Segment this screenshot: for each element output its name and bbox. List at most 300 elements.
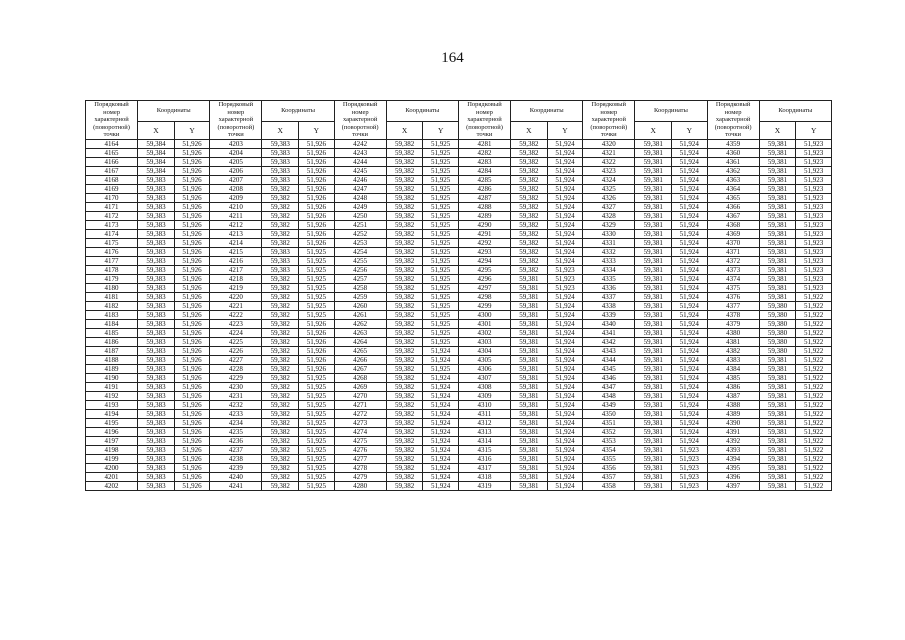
cell-point-number: 4257 xyxy=(334,275,386,284)
cell-y: 51,925 xyxy=(423,302,459,311)
cell-x: 59,382 xyxy=(262,203,299,212)
cell-y: 51,924 xyxy=(672,212,708,221)
cell-x: 59,380 xyxy=(759,320,796,329)
header-y: Y xyxy=(423,122,459,140)
cell-x: 59,381 xyxy=(635,167,672,176)
cell-point-number: 4338 xyxy=(583,302,635,311)
cell-x: 59,381 xyxy=(759,158,796,167)
cell-point-number: 4213 xyxy=(210,230,262,239)
cell-x: 59,382 xyxy=(262,374,299,383)
cell-x: 59,381 xyxy=(759,374,796,383)
cell-x: 59,381 xyxy=(511,410,548,419)
cell-y: 51,925 xyxy=(423,284,459,293)
cell-point-number: 4170 xyxy=(86,194,138,203)
cell-y: 51,926 xyxy=(299,167,335,176)
cell-point-number: 4238 xyxy=(210,455,262,464)
cell-point-number: 4260 xyxy=(334,302,386,311)
cell-y: 51,926 xyxy=(299,338,335,347)
cell-x: 59,382 xyxy=(386,275,423,284)
cell-y: 51,924 xyxy=(672,338,708,347)
cell-x: 59,382 xyxy=(262,437,299,446)
cell-y: 51,924 xyxy=(672,158,708,167)
cell-point-number: 4259 xyxy=(334,293,386,302)
cell-y: 51,922 xyxy=(796,401,832,410)
cell-point-number: 4349 xyxy=(583,401,635,410)
cell-point-number: 4263 xyxy=(334,329,386,338)
cell-y: 51,923 xyxy=(796,185,832,194)
cell-y: 51,926 xyxy=(174,239,210,248)
cell-point-number: 4275 xyxy=(334,437,386,446)
cell-y: 51,924 xyxy=(672,383,708,392)
cell-x: 59,382 xyxy=(262,392,299,401)
cell-point-number: 4287 xyxy=(458,194,510,203)
cell-point-number: 4379 xyxy=(707,320,759,329)
coordinates-table xyxy=(85,100,832,491)
cell-y: 51,924 xyxy=(547,311,583,320)
cell-x: 59,381 xyxy=(511,347,548,356)
header-coordinates: Координаты xyxy=(138,101,210,122)
cell-point-number: 4359 xyxy=(707,140,759,149)
cell-x: 59,381 xyxy=(511,473,548,482)
cell-point-number: 4304 xyxy=(458,347,510,356)
cell-point-number: 4224 xyxy=(210,329,262,338)
table-row xyxy=(86,356,832,365)
cell-x: 59,382 xyxy=(386,446,423,455)
cell-y: 51,924 xyxy=(547,347,583,356)
cell-x: 59,383 xyxy=(138,446,175,455)
cell-y: 51,926 xyxy=(174,230,210,239)
cell-y: 51,925 xyxy=(299,455,335,464)
cell-y: 51,924 xyxy=(672,239,708,248)
cell-x: 59,381 xyxy=(759,392,796,401)
cell-point-number: 4297 xyxy=(458,284,510,293)
cell-point-number: 4214 xyxy=(210,239,262,248)
cell-point-number: 4175 xyxy=(86,239,138,248)
table-row xyxy=(86,410,832,419)
cell-point-number: 4374 xyxy=(707,275,759,284)
table-row xyxy=(86,392,832,401)
cell-point-number: 4383 xyxy=(707,356,759,365)
cell-y: 51,925 xyxy=(299,464,335,473)
cell-point-number: 4211 xyxy=(210,212,262,221)
cell-point-number: 4227 xyxy=(210,356,262,365)
cell-y: 51,924 xyxy=(547,212,583,221)
cell-y: 51,926 xyxy=(299,203,335,212)
cell-x: 59,383 xyxy=(262,176,299,185)
cell-point-number: 4199 xyxy=(86,455,138,464)
cell-x: 59,383 xyxy=(138,320,175,329)
table-row xyxy=(86,347,832,356)
table-row xyxy=(86,401,832,410)
cell-x: 59,381 xyxy=(635,248,672,257)
table-row xyxy=(86,284,832,293)
cell-x: 59,381 xyxy=(759,140,796,149)
cell-point-number: 4307 xyxy=(458,374,510,383)
cell-y: 51,923 xyxy=(796,140,832,149)
cell-y: 51,926 xyxy=(299,194,335,203)
cell-x: 59,382 xyxy=(386,464,423,473)
cell-x: 59,382 xyxy=(262,221,299,230)
header-x: X xyxy=(759,122,796,140)
cell-point-number: 4261 xyxy=(334,311,386,320)
cell-point-number: 4369 xyxy=(707,230,759,239)
cell-x: 59,382 xyxy=(386,230,423,239)
cell-x: 59,382 xyxy=(511,230,548,239)
cell-y: 51,924 xyxy=(547,455,583,464)
cell-x: 59,382 xyxy=(262,356,299,365)
cell-y: 51,924 xyxy=(547,221,583,230)
cell-point-number: 4165 xyxy=(86,149,138,158)
cell-x: 59,381 xyxy=(635,284,672,293)
table-row xyxy=(86,365,832,374)
cell-x: 59,383 xyxy=(138,383,175,392)
cell-y: 51,925 xyxy=(423,176,459,185)
cell-x: 59,381 xyxy=(759,194,796,203)
cell-point-number: 4392 xyxy=(707,437,759,446)
cell-x: 59,382 xyxy=(386,437,423,446)
cell-point-number: 4187 xyxy=(86,347,138,356)
cell-point-number: 4231 xyxy=(210,392,262,401)
table-row xyxy=(86,257,832,266)
cell-y: 51,926 xyxy=(174,284,210,293)
cell-point-number: 4256 xyxy=(334,266,386,275)
cell-point-number: 4220 xyxy=(210,293,262,302)
cell-x: 59,382 xyxy=(386,455,423,464)
cell-point-number: 4222 xyxy=(210,311,262,320)
cell-x: 59,382 xyxy=(386,140,423,149)
cell-y: 51,924 xyxy=(547,257,583,266)
cell-x: 59,383 xyxy=(138,266,175,275)
cell-x: 59,382 xyxy=(511,248,548,257)
cell-x: 59,382 xyxy=(386,185,423,194)
cell-y: 51,923 xyxy=(796,194,832,203)
cell-y: 51,925 xyxy=(423,158,459,167)
cell-point-number: 4389 xyxy=(707,410,759,419)
cell-point-number: 4252 xyxy=(334,230,386,239)
cell-x: 59,382 xyxy=(386,401,423,410)
cell-x: 59,380 xyxy=(759,338,796,347)
cell-y: 51,924 xyxy=(672,293,708,302)
cell-y: 51,923 xyxy=(672,482,708,491)
cell-point-number: 4378 xyxy=(707,311,759,320)
cell-y: 51,924 xyxy=(547,203,583,212)
cell-y: 51,924 xyxy=(547,194,583,203)
cell-y: 51,925 xyxy=(299,284,335,293)
cell-y: 51,925 xyxy=(423,149,459,158)
cell-x: 59,380 xyxy=(759,347,796,356)
cell-point-number: 4266 xyxy=(334,356,386,365)
cell-x: 59,381 xyxy=(635,374,672,383)
cell-x: 59,382 xyxy=(262,320,299,329)
cell-y: 51,923 xyxy=(672,455,708,464)
cell-y: 51,925 xyxy=(299,473,335,482)
cell-y: 51,924 xyxy=(547,140,583,149)
cell-point-number: 4218 xyxy=(210,275,262,284)
cell-point-number: 4234 xyxy=(210,419,262,428)
cell-x: 59,382 xyxy=(386,221,423,230)
cell-y: 51,924 xyxy=(672,140,708,149)
cell-y: 51,925 xyxy=(299,428,335,437)
cell-x: 59,383 xyxy=(138,473,175,482)
table-row xyxy=(86,230,832,239)
cell-x: 59,383 xyxy=(138,185,175,194)
cell-x: 59,382 xyxy=(262,275,299,284)
cell-point-number: 4264 xyxy=(334,338,386,347)
cell-point-number: 4184 xyxy=(86,320,138,329)
cell-point-number: 4207 xyxy=(210,176,262,185)
cell-y: 51,924 xyxy=(423,419,459,428)
cell-point-number: 4300 xyxy=(458,311,510,320)
cell-x: 59,382 xyxy=(386,212,423,221)
cell-x: 59,382 xyxy=(262,329,299,338)
cell-x: 59,381 xyxy=(635,401,672,410)
cell-point-number: 4311 xyxy=(458,410,510,419)
cell-x: 59,382 xyxy=(262,401,299,410)
cell-point-number: 4381 xyxy=(707,338,759,347)
table-row xyxy=(86,266,832,275)
cell-y: 51,926 xyxy=(174,455,210,464)
cell-x: 59,383 xyxy=(138,428,175,437)
header-coordinates: Координаты xyxy=(386,101,458,122)
cell-point-number: 4302 xyxy=(458,329,510,338)
cell-point-number: 4273 xyxy=(334,419,386,428)
cell-point-number: 4375 xyxy=(707,284,759,293)
header-point-number: Порядковый номер характерной (поворотной) точки xyxy=(583,101,635,140)
cell-y: 51,926 xyxy=(174,482,210,491)
cell-y: 51,926 xyxy=(174,365,210,374)
cell-y: 51,925 xyxy=(423,212,459,221)
cell-x: 59,381 xyxy=(759,293,796,302)
cell-y: 51,926 xyxy=(299,149,335,158)
cell-y: 51,925 xyxy=(423,167,459,176)
table-row xyxy=(86,338,832,347)
cell-point-number: 4319 xyxy=(458,482,510,491)
cell-y: 51,926 xyxy=(174,248,210,257)
cell-y: 51,926 xyxy=(299,212,335,221)
cell-y: 51,924 xyxy=(423,410,459,419)
cell-x: 59,381 xyxy=(511,320,548,329)
cell-point-number: 4277 xyxy=(334,455,386,464)
cell-y: 51,924 xyxy=(547,464,583,473)
cell-point-number: 4322 xyxy=(583,158,635,167)
cell-point-number: 4219 xyxy=(210,284,262,293)
cell-x: 59,381 xyxy=(635,419,672,428)
cell-y: 51,926 xyxy=(174,446,210,455)
cell-point-number: 4262 xyxy=(334,320,386,329)
cell-point-number: 4289 xyxy=(458,212,510,221)
cell-point-number: 4203 xyxy=(210,140,262,149)
cell-y: 51,922 xyxy=(796,392,832,401)
cell-x: 59,382 xyxy=(386,356,423,365)
cell-x: 59,381 xyxy=(635,140,672,149)
cell-point-number: 4313 xyxy=(458,428,510,437)
cell-x: 59,381 xyxy=(759,176,796,185)
cell-y: 51,924 xyxy=(423,455,459,464)
cell-y: 51,924 xyxy=(547,167,583,176)
cell-y: 51,924 xyxy=(672,194,708,203)
cell-y: 51,924 xyxy=(547,392,583,401)
cell-y: 51,924 xyxy=(547,428,583,437)
cell-y: 51,926 xyxy=(174,419,210,428)
cell-x: 59,382 xyxy=(386,419,423,428)
cell-y: 51,922 xyxy=(796,374,832,383)
cell-x: 59,382 xyxy=(511,167,548,176)
cell-point-number: 4296 xyxy=(458,275,510,284)
cell-x: 59,382 xyxy=(386,302,423,311)
table-row xyxy=(86,212,832,221)
cell-x: 59,383 xyxy=(262,140,299,149)
cell-point-number: 4327 xyxy=(583,203,635,212)
header-x: X xyxy=(138,122,175,140)
cell-point-number: 4285 xyxy=(458,176,510,185)
cell-x: 59,382 xyxy=(262,302,299,311)
cell-x: 59,381 xyxy=(635,437,672,446)
cell-x: 59,384 xyxy=(138,158,175,167)
cell-point-number: 4310 xyxy=(458,401,510,410)
cell-point-number: 4183 xyxy=(86,311,138,320)
cell-y: 51,923 xyxy=(547,266,583,275)
cell-x: 59,382 xyxy=(386,320,423,329)
cell-point-number: 4167 xyxy=(86,167,138,176)
cell-x: 59,383 xyxy=(262,266,299,275)
cell-x: 59,381 xyxy=(759,239,796,248)
cell-point-number: 4192 xyxy=(86,392,138,401)
cell-point-number: 4353 xyxy=(583,437,635,446)
cell-y: 51,925 xyxy=(299,437,335,446)
table-row xyxy=(86,275,832,284)
cell-point-number: 4174 xyxy=(86,230,138,239)
cell-y: 51,925 xyxy=(299,401,335,410)
cell-x: 59,382 xyxy=(262,212,299,221)
cell-point-number: 4348 xyxy=(583,392,635,401)
cell-y: 51,923 xyxy=(796,167,832,176)
cell-point-number: 4185 xyxy=(86,329,138,338)
cell-y: 51,925 xyxy=(423,203,459,212)
cell-y: 51,925 xyxy=(299,446,335,455)
cell-x: 59,381 xyxy=(635,347,672,356)
cell-point-number: 4323 xyxy=(583,167,635,176)
cell-y: 51,925 xyxy=(423,266,459,275)
cell-y: 51,926 xyxy=(299,230,335,239)
cell-y: 51,926 xyxy=(174,212,210,221)
cell-x: 59,382 xyxy=(386,239,423,248)
cell-point-number: 4335 xyxy=(583,275,635,284)
cell-x: 59,383 xyxy=(262,248,299,257)
cell-y: 51,923 xyxy=(796,284,832,293)
cell-x: 59,383 xyxy=(138,329,175,338)
cell-y: 51,924 xyxy=(672,365,708,374)
cell-x: 59,381 xyxy=(511,392,548,401)
cell-point-number: 4372 xyxy=(707,257,759,266)
cell-x: 59,382 xyxy=(262,464,299,473)
cell-y: 51,923 xyxy=(796,158,832,167)
cell-y: 51,926 xyxy=(174,311,210,320)
cell-y: 51,926 xyxy=(174,203,210,212)
cell-x: 59,381 xyxy=(511,356,548,365)
cell-point-number: 4258 xyxy=(334,284,386,293)
cell-x: 59,383 xyxy=(138,311,175,320)
cell-y: 51,926 xyxy=(174,176,210,185)
cell-y: 51,924 xyxy=(672,230,708,239)
cell-point-number: 4168 xyxy=(86,176,138,185)
cell-x: 59,383 xyxy=(138,284,175,293)
cell-x: 59,383 xyxy=(262,158,299,167)
cell-point-number: 4269 xyxy=(334,383,386,392)
table-row xyxy=(86,185,832,194)
cell-x: 59,381 xyxy=(759,185,796,194)
cell-y: 51,924 xyxy=(423,383,459,392)
cell-y: 51,923 xyxy=(796,230,832,239)
cell-x: 59,384 xyxy=(138,140,175,149)
cell-x: 59,383 xyxy=(138,347,175,356)
cell-x: 59,381 xyxy=(759,482,796,491)
cell-point-number: 4204 xyxy=(210,149,262,158)
cell-y: 51,926 xyxy=(174,257,210,266)
cell-y: 51,923 xyxy=(672,464,708,473)
cell-x: 59,381 xyxy=(511,401,548,410)
cell-x: 59,383 xyxy=(138,356,175,365)
cell-point-number: 4321 xyxy=(583,149,635,158)
cell-x: 59,381 xyxy=(635,230,672,239)
cell-y: 51,926 xyxy=(174,329,210,338)
cell-point-number: 4368 xyxy=(707,221,759,230)
cell-point-number: 4217 xyxy=(210,266,262,275)
cell-y: 51,923 xyxy=(547,275,583,284)
cell-y: 51,925 xyxy=(299,482,335,491)
cell-y: 51,922 xyxy=(796,473,832,482)
cell-point-number: 4215 xyxy=(210,248,262,257)
cell-x: 59,383 xyxy=(138,275,175,284)
cell-point-number: 4208 xyxy=(210,185,262,194)
cell-y: 51,924 xyxy=(672,374,708,383)
cell-x: 59,381 xyxy=(759,230,796,239)
cell-y: 51,923 xyxy=(672,446,708,455)
cell-point-number: 4229 xyxy=(210,374,262,383)
cell-x: 59,381 xyxy=(635,293,672,302)
cell-y: 51,926 xyxy=(299,365,335,374)
cell-y: 51,926 xyxy=(174,266,210,275)
cell-y: 51,926 xyxy=(299,176,335,185)
cell-x: 59,381 xyxy=(759,266,796,275)
cell-point-number: 4237 xyxy=(210,446,262,455)
cell-point-number: 4306 xyxy=(458,365,510,374)
cell-point-number: 4239 xyxy=(210,464,262,473)
cell-y: 51,925 xyxy=(423,338,459,347)
cell-x: 59,381 xyxy=(635,149,672,158)
cell-y: 51,926 xyxy=(174,401,210,410)
cell-point-number: 4390 xyxy=(707,419,759,428)
cell-y: 51,922 xyxy=(796,464,832,473)
cell-point-number: 4325 xyxy=(583,185,635,194)
cell-point-number: 4179 xyxy=(86,275,138,284)
cell-y: 51,924 xyxy=(547,320,583,329)
cell-y: 51,926 xyxy=(174,374,210,383)
cell-x: 59,381 xyxy=(759,284,796,293)
cell-y: 51,926 xyxy=(174,383,210,392)
cell-point-number: 4363 xyxy=(707,176,759,185)
cell-x: 59,383 xyxy=(138,302,175,311)
cell-x: 59,382 xyxy=(386,347,423,356)
cell-x: 59,382 xyxy=(386,428,423,437)
cell-x: 59,382 xyxy=(262,230,299,239)
cell-x: 59,381 xyxy=(759,365,796,374)
cell-y: 51,926 xyxy=(174,356,210,365)
cell-y: 51,926 xyxy=(174,158,210,167)
cell-point-number: 4343 xyxy=(583,347,635,356)
cell-y: 51,924 xyxy=(547,482,583,491)
cell-y: 51,926 xyxy=(174,392,210,401)
header-coordinates: Координаты xyxy=(262,101,334,122)
